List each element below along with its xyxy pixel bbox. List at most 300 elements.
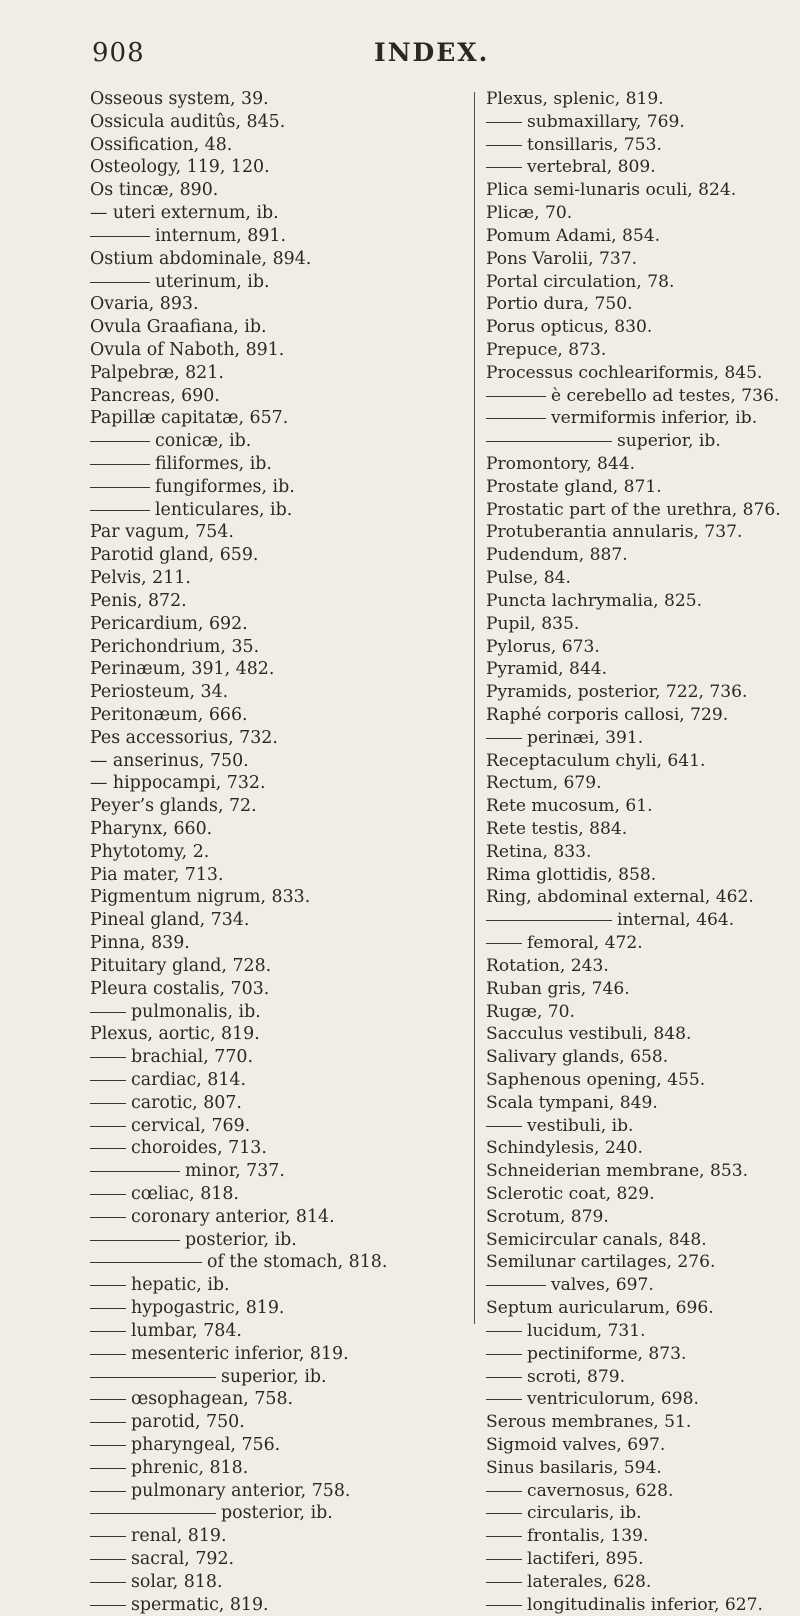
index-entry bbox=[90, 1434, 460, 1457]
index-entry-text: cardiac, 814. bbox=[131, 1069, 247, 1090]
index-entry-text: Ostium abdominale, 894. bbox=[90, 248, 312, 269]
index-entry-text: Porus opticus, 830. bbox=[486, 317, 653, 338]
index-entry bbox=[486, 1366, 786, 1389]
index-entry bbox=[90, 1525, 460, 1548]
index-entry bbox=[486, 567, 786, 590]
index-entry-text: Pyramids, posterior, 722, 736. bbox=[486, 682, 748, 703]
repeat-dash bbox=[486, 418, 546, 419]
repeat-dash bbox=[90, 1536, 126, 1537]
index-entry bbox=[90, 1160, 460, 1183]
index-entry bbox=[486, 407, 786, 430]
index-entry-text: Scrotum, 879. bbox=[486, 1206, 609, 1227]
index-entry-text: Rete mucosum, 61. bbox=[486, 796, 653, 817]
index-entry-text: Rectum, 679. bbox=[486, 773, 602, 794]
index-entry bbox=[90, 134, 460, 157]
repeat-dash bbox=[486, 1536, 522, 1537]
index-entry-text: posterior, ib. bbox=[221, 1503, 333, 1524]
index-entry-text: hepatic, ib. bbox=[131, 1275, 230, 1296]
index-entry-text: — anserinus, 750. bbox=[90, 750, 249, 771]
index-entry bbox=[486, 1274, 786, 1297]
index-entry bbox=[486, 704, 786, 727]
index-entry bbox=[90, 1320, 460, 1343]
repeat-dash bbox=[90, 1012, 126, 1013]
repeat-dash bbox=[90, 487, 150, 488]
repeat-dash bbox=[90, 1171, 180, 1172]
index-entry-text: Pes accessorius, 732. bbox=[90, 727, 278, 748]
index-entry-text: Ovula Graafiana, ib. bbox=[90, 317, 267, 338]
index-entry bbox=[486, 886, 786, 909]
repeat-dash bbox=[486, 738, 522, 739]
index-entry-text: Serous membranes, 51. bbox=[486, 1412, 692, 1433]
index-entry-text: Pudendum, 887. bbox=[486, 545, 628, 566]
index-entry bbox=[486, 750, 786, 773]
index-entry-text: Penis, 872. bbox=[90, 590, 187, 611]
repeat-dash bbox=[90, 1103, 126, 1104]
index-entry bbox=[486, 1548, 786, 1571]
index-entry bbox=[90, 613, 460, 636]
index-entry-text: Rete testis, 884. bbox=[486, 819, 628, 839]
index-entry bbox=[486, 795, 786, 818]
index-entry-text: internum, 891. bbox=[155, 225, 287, 246]
index-entry bbox=[486, 385, 786, 408]
index-entry-text: Protuberantia annularis, 737. bbox=[486, 522, 743, 543]
index-entry-text: Processus cochleariformis, 845. bbox=[486, 362, 763, 383]
index-entry-text: Pylorus, 673. bbox=[486, 636, 600, 657]
index-entry bbox=[90, 476, 460, 499]
index-entry bbox=[90, 1023, 460, 1046]
page-heading: INDEX. bbox=[374, 38, 490, 67]
index-entry-text: Pupil, 835. bbox=[486, 613, 580, 634]
index-entry bbox=[90, 1297, 460, 1320]
index-entry-text: Rugæ, 70. bbox=[486, 1001, 575, 1022]
index-entry-text: Prostate gland, 871. bbox=[486, 476, 662, 497]
index-entry-text: Prepuce, 873. bbox=[486, 339, 607, 360]
index-entry-text: Perinæum, 391, 482. bbox=[90, 659, 275, 680]
index-entry bbox=[486, 1023, 786, 1046]
right-index-column bbox=[486, 88, 786, 1616]
index-entry bbox=[90, 293, 460, 316]
index-entry bbox=[486, 521, 786, 544]
index-entry-text: Pericardium, 692. bbox=[90, 613, 248, 634]
index-entry-text: pharyngeal, 756. bbox=[131, 1434, 281, 1455]
index-entry-text: Scala tympani, 849. bbox=[486, 1092, 658, 1113]
index-entry-text: solar, 818. bbox=[131, 1571, 223, 1592]
index-entry bbox=[486, 1411, 786, 1434]
repeat-dash bbox=[486, 1399, 522, 1400]
repeat-dash bbox=[90, 1217, 126, 1218]
index-entry-text: lucidum, 731. bbox=[527, 1320, 646, 1341]
index-entry bbox=[90, 521, 460, 544]
index-entry bbox=[90, 271, 460, 294]
index-entry bbox=[486, 864, 786, 887]
index-entry bbox=[486, 134, 786, 157]
index-entry bbox=[90, 111, 460, 134]
index-entry-text: Osseous system, 39. bbox=[90, 89, 269, 109]
repeat-dash bbox=[90, 1057, 126, 1058]
index-entry-text: renal, 819. bbox=[131, 1526, 227, 1547]
index-entry-text: Sclerotic coat, 829. bbox=[486, 1184, 655, 1204]
repeat-dash bbox=[90, 1080, 126, 1081]
index-entry bbox=[486, 772, 786, 795]
index-entry bbox=[90, 1183, 460, 1206]
index-entry bbox=[486, 818, 786, 841]
index-entry bbox=[90, 727, 460, 750]
index-entry bbox=[486, 453, 786, 476]
index-entry-text: Semicircular canals, 848. bbox=[486, 1229, 707, 1250]
index-entry bbox=[486, 636, 786, 659]
index-entry bbox=[90, 362, 460, 385]
index-entry-text: circularis, ib. bbox=[527, 1503, 642, 1524]
index-entry-text: of the stomach, 818. bbox=[207, 1252, 388, 1273]
index-entry bbox=[90, 1206, 460, 1229]
index-entry-text: Papillæ capitatæ, 657. bbox=[90, 408, 289, 429]
repeat-dash bbox=[90, 1559, 126, 1560]
index-entry-text: parotid, 750. bbox=[131, 1412, 245, 1433]
repeat-dash bbox=[90, 441, 150, 442]
left-index-column bbox=[90, 88, 460, 1616]
index-entry bbox=[90, 248, 460, 271]
index-entry bbox=[90, 1388, 460, 1411]
index-entry-text: Pelvis, 211. bbox=[90, 568, 191, 589]
repeat-dash bbox=[90, 1399, 126, 1400]
index-entry bbox=[90, 1480, 460, 1503]
index-entry bbox=[90, 704, 460, 727]
repeat-dash bbox=[486, 1605, 522, 1606]
index-entry-text: lenticulares, ib. bbox=[155, 499, 293, 520]
index-entry-text: laterales, 628. bbox=[527, 1571, 652, 1592]
repeat-dash bbox=[90, 1377, 216, 1378]
index-entry bbox=[90, 88, 460, 111]
repeat-dash bbox=[90, 1491, 126, 1492]
index-entry-text: Osteology, 119, 120. bbox=[90, 157, 270, 178]
index-entry bbox=[90, 1343, 460, 1366]
index-entry-text: Pulse, 84. bbox=[486, 568, 571, 589]
index-entry bbox=[486, 430, 786, 453]
repeat-dash bbox=[486, 167, 522, 168]
index-entry-text: Plexus, splenic, 819. bbox=[486, 89, 664, 109]
index-entry bbox=[90, 636, 460, 659]
index-entry bbox=[486, 841, 786, 864]
index-entry bbox=[486, 362, 786, 385]
index-entry-text: filiformes, ib. bbox=[155, 454, 272, 474]
index-entry-text: Ossification, 48. bbox=[90, 134, 233, 155]
index-entry bbox=[90, 499, 460, 522]
index-entry bbox=[486, 293, 786, 316]
index-entry-text: conicæ, ib. bbox=[155, 431, 252, 452]
index-entry bbox=[90, 909, 460, 932]
repeat-dash bbox=[90, 510, 150, 511]
index-entry bbox=[90, 750, 460, 773]
index-entry-text: Pancreas, 690. bbox=[90, 385, 220, 406]
index-entry bbox=[486, 1434, 786, 1457]
index-entry-text: Plica semi-lunaris oculi, 824. bbox=[486, 180, 737, 201]
repeat-dash bbox=[486, 1513, 522, 1514]
index-entry-text: œsophagean, 758. bbox=[131, 1389, 294, 1410]
index-entry-text: carotic, 807. bbox=[131, 1092, 242, 1113]
index-entry-text: Peritonæum, 666. bbox=[90, 704, 248, 725]
index-entry-text: Os tincæ, 890. bbox=[90, 180, 219, 201]
index-entry bbox=[486, 1069, 786, 1092]
index-entry bbox=[90, 590, 460, 613]
index-entry-text: pulmonary anterior, 758. bbox=[131, 1480, 351, 1501]
repeat-dash bbox=[486, 1331, 522, 1332]
index-entry-text: perinæi, 391. bbox=[527, 727, 644, 748]
index-entry bbox=[486, 909, 786, 932]
index-entry-text: Peyer’s glands, 72. bbox=[90, 796, 257, 817]
repeat-dash bbox=[90, 1513, 216, 1514]
index-entry-text: Ruban gris, 746. bbox=[486, 978, 630, 999]
index-entry-text: Pia mater, 713. bbox=[90, 864, 224, 885]
index-entry bbox=[90, 1046, 460, 1069]
index-entry bbox=[486, 202, 786, 225]
repeat-dash bbox=[90, 1240, 180, 1241]
index-entry bbox=[90, 453, 460, 476]
index-entry-text: Plexus, aortic, 819. bbox=[90, 1024, 260, 1045]
repeat-dash bbox=[90, 464, 150, 465]
index-entry bbox=[486, 339, 786, 362]
index-entry bbox=[90, 1115, 460, 1138]
index-entry bbox=[90, 681, 460, 704]
index-entry bbox=[486, 1480, 786, 1503]
index-entry bbox=[486, 316, 786, 339]
index-entry bbox=[486, 544, 786, 567]
repeat-dash bbox=[486, 1559, 522, 1560]
index-entry-text: vestibuli, ib. bbox=[527, 1115, 634, 1136]
index-entry-text: Ovula of Naboth, 891. bbox=[90, 339, 285, 360]
index-entry-text: superior, ib. bbox=[617, 431, 721, 452]
index-entry bbox=[486, 271, 786, 294]
index-entry-text: è cerebello ad testes, 736. bbox=[551, 385, 780, 406]
repeat-dash bbox=[486, 943, 522, 944]
index-entry-text: Sinus basilaris, 594. bbox=[486, 1457, 662, 1478]
index-entry-text: Retina, 833. bbox=[486, 841, 592, 862]
index-entry-text: cervical, 769. bbox=[131, 1115, 251, 1136]
index-entry-text: internal, 464. bbox=[617, 910, 735, 931]
index-entry bbox=[90, 316, 460, 339]
index-entry-text: lactiferi, 895. bbox=[527, 1549, 644, 1569]
index-entry-text: hypogastric, 819. bbox=[131, 1298, 285, 1319]
index-entry-text: scroti, 879. bbox=[527, 1366, 626, 1387]
index-entry bbox=[90, 544, 460, 567]
index-entry-text: Semilunar cartilages, 276. bbox=[486, 1252, 716, 1273]
index-entry bbox=[486, 681, 786, 704]
index-entry-text: Portio dura, 750. bbox=[486, 294, 633, 315]
index-entry-text: cavernosus, 628. bbox=[527, 1480, 674, 1501]
index-entry bbox=[486, 179, 786, 202]
index-entry bbox=[90, 1457, 460, 1480]
column-divider bbox=[474, 92, 475, 1324]
index-entry-text: Pyramid, 844. bbox=[486, 659, 608, 680]
index-entry-text: Salivary glands, 658. bbox=[486, 1047, 669, 1068]
index-entry-text: pectiniforme, 873. bbox=[527, 1343, 687, 1364]
index-entry-text: uterinum, ib. bbox=[155, 271, 270, 292]
index-entry-text: ventriculorum, 698. bbox=[527, 1389, 699, 1410]
index-entry-text: valves, 697. bbox=[551, 1275, 654, 1296]
index-entry bbox=[90, 1502, 460, 1525]
index-entry-text: lumbar, 784. bbox=[131, 1320, 242, 1341]
index-entry-text: femoral, 472. bbox=[527, 933, 643, 954]
index-entry-text: Portal circulation, 78. bbox=[486, 271, 675, 292]
index-entry bbox=[486, 1525, 786, 1548]
repeat-dash bbox=[90, 1194, 126, 1195]
page-number: 908 bbox=[92, 38, 145, 68]
index-entry-text: mesenteric inferior, 819. bbox=[131, 1343, 349, 1364]
index-entry bbox=[90, 385, 460, 408]
index-entry bbox=[486, 1160, 786, 1183]
index-entry-text: Pineal gland, 734. bbox=[90, 910, 250, 931]
repeat-dash bbox=[486, 396, 546, 397]
index-entry-text: minor, 737. bbox=[185, 1161, 285, 1182]
repeat-dash bbox=[90, 1331, 126, 1332]
index-entry bbox=[486, 1594, 786, 1616]
index-entry bbox=[90, 1274, 460, 1297]
index-entry-text: Ovaria, 893. bbox=[90, 294, 199, 315]
index-entry-text: tonsillaris, 753. bbox=[527, 134, 662, 155]
repeat-dash bbox=[90, 1354, 126, 1355]
index-entry-text: Sigmoid valves, 697. bbox=[486, 1434, 666, 1455]
index-entry-text: Ossicula auditûs, 845. bbox=[90, 111, 286, 132]
index-entry-text: Prostatic part of the urethra, 876. bbox=[486, 499, 781, 520]
index-entry bbox=[90, 818, 460, 841]
index-entry-text: longitudinalis inferior, 627. bbox=[527, 1594, 763, 1615]
index-entry-text: Ring, abdominal external, 462. bbox=[486, 887, 754, 908]
index-entry bbox=[90, 156, 460, 179]
repeat-dash bbox=[90, 1445, 126, 1446]
index-entry-text: vermiformis inferior, ib. bbox=[551, 408, 758, 429]
index-entry bbox=[90, 1229, 460, 1252]
index-entry-text: Pons Varolii, 737. bbox=[486, 248, 638, 269]
index-entry bbox=[90, 1366, 460, 1389]
index-entry bbox=[90, 1092, 460, 1115]
index-entry bbox=[486, 225, 786, 248]
index-entry-text: Periosteum, 34. bbox=[90, 682, 229, 703]
index-entry-text: Plicæ, 70. bbox=[486, 203, 573, 224]
index-entry bbox=[90, 225, 460, 248]
repeat-dash bbox=[90, 1308, 126, 1309]
index-entry bbox=[486, 1115, 786, 1138]
index-entry bbox=[90, 772, 460, 795]
index-entry-text: sacral, 792. bbox=[131, 1549, 235, 1569]
index-entry bbox=[486, 88, 786, 111]
index-entry-text: Schindylesis, 240. bbox=[486, 1138, 643, 1159]
index-entry bbox=[90, 932, 460, 955]
index-entry-text: fungiformes, ib. bbox=[155, 476, 295, 497]
index-entry bbox=[486, 1206, 786, 1229]
index-entry bbox=[90, 430, 460, 453]
index-entry-text: phrenic, 818. bbox=[131, 1457, 249, 1478]
index-entry bbox=[486, 613, 786, 636]
index-entry-text: Pharynx, 660. bbox=[90, 819, 213, 839]
index-entry-text: Rotation, 243. bbox=[486, 955, 609, 976]
index-entry bbox=[486, 727, 786, 750]
index-entry-text: Schneiderian membrane, 853. bbox=[486, 1161, 749, 1182]
index-entry bbox=[90, 1251, 460, 1274]
index-entry bbox=[486, 156, 786, 179]
index-entry-text: Septum auricularum, 696. bbox=[486, 1298, 714, 1319]
index-entry bbox=[90, 339, 460, 362]
index-entry-text: Par vagum, 754. bbox=[90, 522, 234, 543]
index-entry bbox=[90, 1548, 460, 1571]
index-entry-text: cœliac, 818. bbox=[131, 1184, 239, 1204]
index-entry bbox=[486, 590, 786, 613]
repeat-dash bbox=[486, 920, 612, 921]
index-entry bbox=[90, 1001, 460, 1024]
repeat-dash bbox=[486, 122, 522, 123]
index-entry bbox=[90, 955, 460, 978]
index-entry-text: Rima glottidis, 858. bbox=[486, 864, 657, 885]
index-entry bbox=[486, 1183, 786, 1206]
repeat-dash bbox=[486, 1285, 546, 1286]
index-entry-text: Promontory, 844. bbox=[486, 454, 636, 474]
repeat-dash bbox=[90, 1605, 126, 1606]
repeat-dash bbox=[486, 1354, 522, 1355]
repeat-dash bbox=[486, 1377, 522, 1378]
index-entry bbox=[90, 1137, 460, 1160]
index-entry bbox=[90, 795, 460, 818]
index-entry-text: Receptaculum chyli, 641. bbox=[486, 750, 706, 771]
index-entry-text: pulmonalis, ib. bbox=[131, 1001, 261, 1022]
repeat-dash bbox=[90, 1262, 202, 1263]
index-entry bbox=[486, 499, 786, 522]
repeat-dash bbox=[90, 1422, 126, 1423]
index-entry bbox=[486, 1388, 786, 1411]
repeat-dash bbox=[90, 1468, 126, 1469]
index-entry bbox=[486, 248, 786, 271]
index-entry bbox=[90, 978, 460, 1001]
index-entry bbox=[90, 1069, 460, 1092]
index-entry-text: Pomum Adami, 854. bbox=[486, 225, 661, 246]
repeat-dash bbox=[90, 1148, 126, 1149]
index-entry-text: Pituitary gland, 728. bbox=[90, 955, 272, 976]
index-entry bbox=[486, 111, 786, 134]
index-entry-text: brachial, 770. bbox=[131, 1047, 254, 1068]
index-entry bbox=[486, 1457, 786, 1480]
index-entry-text: — hippocampi, 732. bbox=[90, 773, 266, 794]
index-entry-text: Palpebræ, 821. bbox=[90, 362, 224, 383]
index-entry bbox=[90, 886, 460, 909]
index-entry-text: frontalis, 139. bbox=[527, 1526, 649, 1547]
repeat-dash bbox=[486, 145, 522, 146]
index-entry bbox=[486, 1251, 786, 1274]
index-entry-text: Parotid gland, 659. bbox=[90, 545, 259, 566]
index-entry-text: Perichondrium, 35. bbox=[90, 636, 260, 657]
index-entry bbox=[486, 932, 786, 955]
index-entry-text: Sacculus vestibuli, 848. bbox=[486, 1024, 692, 1045]
index-entry-text: vertebral, 809. bbox=[527, 157, 656, 178]
index-entry bbox=[90, 202, 460, 225]
index-entry bbox=[486, 1092, 786, 1115]
index-entry-text: — uteri externum, ib. bbox=[90, 203, 279, 224]
index-entry bbox=[486, 978, 786, 1001]
index-entry bbox=[486, 1229, 786, 1252]
index-entry-text: superior, ib. bbox=[221, 1366, 327, 1387]
repeat-dash bbox=[486, 441, 612, 442]
index-entry bbox=[486, 1343, 786, 1366]
index-entry-text: coronary anterior, 814. bbox=[131, 1206, 335, 1227]
index-entry-text: Phytotomy, 2. bbox=[90, 841, 210, 862]
index-entry-text: submaxillary, 769. bbox=[527, 111, 685, 132]
index-entry bbox=[486, 1297, 786, 1320]
index-entry-text: spermatic, 819. bbox=[131, 1594, 269, 1615]
index-entry bbox=[90, 567, 460, 590]
index-entry bbox=[90, 1571, 460, 1594]
index-entry bbox=[486, 658, 786, 681]
repeat-dash bbox=[90, 1126, 126, 1127]
index-entry-text: posterior, ib. bbox=[185, 1229, 297, 1250]
index-entry bbox=[90, 658, 460, 681]
index-entry-text: Pigmentum nigrum, 833. bbox=[90, 887, 311, 908]
index-entry bbox=[90, 864, 460, 887]
